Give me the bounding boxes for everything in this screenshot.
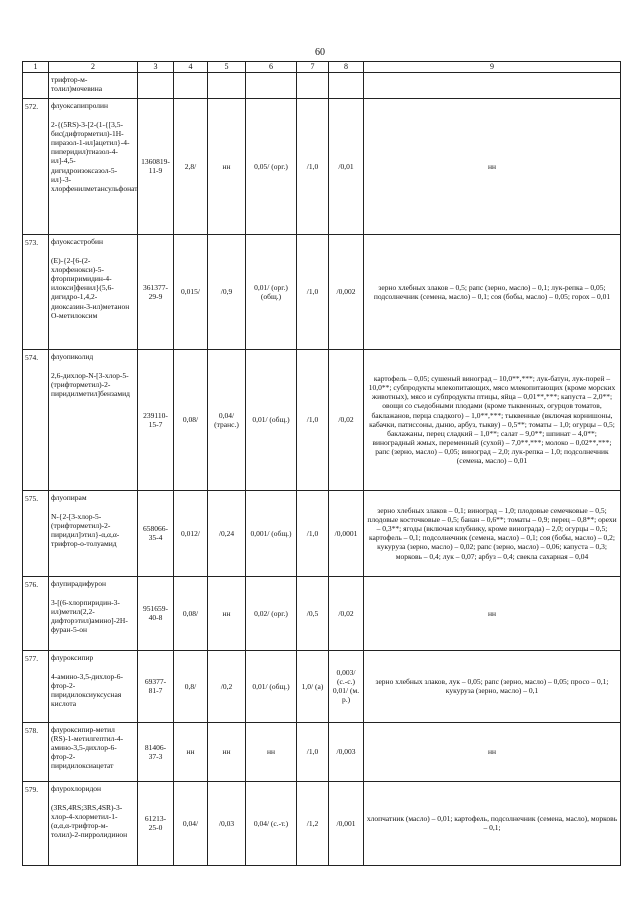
table-row [23,98,621,234]
col8-value: /0,003 [329,722,364,781]
column-header: 3 [138,62,174,73]
column-header: 1 [23,62,49,73]
food-mrl-text: зерно хлебных злаков – 0,5; рапс (зерно, масло) – 0,1; лук-репка – 0,05; подсолнечник (семена, масло) – 0,1; соя (бобы, масло) – 0,05; горох – 0,01 [364,234,621,349]
col6-value: 0,04/ (с.-т.) [246,781,297,865]
row-number: 574. [23,349,49,490]
column-header: 7 [297,62,329,73]
cas-number: 239110-15-7 [138,349,174,490]
row-number: 572. [23,98,49,234]
cas-number: 61213-25-0 [138,781,174,865]
cas-number: 69377-81-7 [138,650,174,722]
col6-value: 0,02/ (орг.) [246,576,297,650]
chemical-name: (RS)-1-метилгептил-4-амино-3,5-дихлор-6-фтор-2-пиридилоксиацетат [51,733,124,771]
table-row [23,650,621,722]
col8-value: /0,001 [329,781,364,865]
substance-cell [49,349,138,490]
col6-value: 0,001/ (общ.) [246,490,297,576]
chemical-name: 3-[(6-хлорпиридин-3-ил)метил(2,2-дифторэтил)амино]-2H-фуран-5-он [51,597,128,635]
col5-value: нн [208,98,246,234]
col8-value: /0,01 [329,98,364,234]
substance-cell [49,576,138,650]
table-row [23,576,621,650]
row-number: 576. [23,576,49,650]
chemical-name: (E)-{2-[6-(2-хлорфенокси)-5-фторпиримидин-4-илокси]фенил}(5,6-дигидро-1,4,2-диоксазин-3-ил)метанон О-метилоксим [51,255,130,320]
table-row [23,722,621,781]
col7-value: /1,0 [297,349,329,490]
col8-value: /0,02 [329,576,364,650]
chemical-name: 2,6-дихлор-N-[3-хлор-5-(трифторметил)-2-пиридилметил]бензамид [51,370,130,399]
col7-value: /0,5 [297,576,329,650]
col5-value: /0,2 [208,650,246,722]
table-row [23,781,621,865]
chemical-name: (3RS,4RS;3RS,4SR)-3-хлор-4-хлорметил-1-(α,α,α-трифтор-м-толил)-2-пирролидинон [51,802,128,840]
col7-value: /1,0 [297,490,329,576]
substance-name: флуоксастробин [51,236,103,246]
row-number: 579. [23,781,49,865]
col5-value: /0,9 [208,234,246,349]
col6-value: нн [246,722,297,781]
col6-value: 0,05/ (орг.) [246,98,297,234]
food-mrl-text: нн [364,576,621,650]
substance-name: флурохлоридон [51,783,102,793]
cas-number: 951659-40-8 [138,576,174,650]
column-header: 9 [364,62,621,73]
chemical-name: 4-амино-3,5-дихлор-6-фтор-2-пиридилоксиуксусная кислота [51,671,124,709]
table-row [23,349,621,490]
col7-value: /1,2 [297,781,329,865]
col4-value: 0,08/ [174,349,208,490]
substance-cell [49,98,138,234]
column-header: 2 [49,62,138,73]
cas-number: 361377-29-9 [138,234,174,349]
continuation-row [23,72,621,98]
column-header: 8 [329,62,364,73]
col6-value: 0,01/ (общ.) [246,650,297,722]
col6-value: 0,01/ (общ.) [246,349,297,490]
col5-value: /0,03 [208,781,246,865]
col4-value: нн [174,722,208,781]
column-header: 5 [208,62,246,73]
col7-value: 1,0/ (а) [297,650,329,722]
chemical-name: N-{2-[3-хлор-5-(трифторметил)-2-пиридил]этил}-α,α,α-трифтор-о-толуамид [51,511,120,549]
table-row [23,490,621,576]
row-number: 575. [23,490,49,576]
substance-cell [49,490,138,576]
col6-value: 0,01/ (орг.) (общ.) [246,234,297,349]
substance-name: флупирадифурон [51,578,107,588]
col4-value: 0,8/ [174,650,208,722]
cas-number: 1360819-11-9 [138,98,174,234]
col4-value: 0,015/ [174,234,208,349]
row-number: 578. [23,722,49,781]
column-header-row [23,62,621,73]
col5-value: /0,24 [208,490,246,576]
col8-value: /0,02 [329,349,364,490]
col7-value: /1,0 [297,98,329,234]
substance-name: флуоксапипролин [51,100,109,110]
substance-cell [49,781,138,865]
col5-value: нн [208,722,246,781]
substance-name: флуроксипир [51,652,94,662]
substance-name: флуопиколид [51,351,94,361]
col8-value: /0,002 [329,234,364,349]
food-mrl-text: нн [364,722,621,781]
col4-value: 0,08/ [174,576,208,650]
continuation-text: трифтор-м-толил)мочевина [49,72,138,98]
chemical-name: 2-{(5RS)-3-[2-(1-{[3,5-бис(дифторметил)-1H-пиразол-1-ил]ацетил}-4-пиперидил)тиазол-4-ил]-4,5-дигидроизоксазол-5-ил}-3-хлорфенилметансульфонат [51,119,138,193]
column-header: 6 [246,62,297,73]
col7-value: /1,0 [297,722,329,781]
table-row [23,234,621,349]
substance-name: флуопирам [51,492,87,502]
col5-value: 0,04/ (транс.) [208,349,246,490]
col4-value: 0,04/ [174,781,208,865]
food-mrl-text: нн [364,98,621,234]
food-mrl-text: картофель – 0,05; сушеный виноград – 10,0**,***; лук-батун, лук-порей – 10,0**; субпродукты млекопитающих, мясо млекопитающих (кроме морских животных), мясо и субпродукты птицы, яйца – 0,01**,***; капуста – 2,0**; овощи со съедобными плодами (кроме тыквенных, огурцов томатов, баклажанов, перца сладкого) – 1,0**,***; тыквенные (включая корнишоны, кабачки, патиссоны, дыню, арбуз, тыкву) – 0,5**; томаты – 1,0; огурцы – 0,5; баклажаны, перец сладкий – 1,0**; салат – 9,0**; шпинат – 4,0**; виноградный жмых, переменный (сухой) – 7,0**,***; молоко – 0,02**,***; рапс (зерно, масло) – 0,05; виноград – 2,0; лук-репка – 1,0; подсолнечник (семена, масло) – 0,01 [364,349,621,490]
food-mrl-text: зерно хлебных злаков, лук – 0,05; рапс (зерно, масло) – 0,05; просо – 0,1; кукуруза (зерно, масло) – 0,1 [364,650,621,722]
col5-value: нн [208,576,246,650]
cas-number: 81406-37-3 [138,722,174,781]
row-number: 573. [23,234,49,349]
residue-limits-table [22,61,621,866]
substance-cell [49,722,138,781]
page-number: 60 [315,47,325,58]
col8-value: /0,0001 [329,490,364,576]
substance-name: флуроксипир-метил [51,724,115,734]
col4-value: 2,8/ [174,98,208,234]
substance-cell [49,650,138,722]
column-header: 4 [174,62,208,73]
col4-value: 0,012/ [174,490,208,576]
row-number: 577. [23,650,49,722]
food-mrl-text: зерно хлебных злаков – 0,1; виноград – 1,0; плодовые семечковые – 0,5; плодовые косточковые – 0,5; банан – 0,6**; томаты – 0,9; перец – 0,8**; орехи – 0,3**; ягоды (включая клубнику, кроме винограда) – 2,0; огурцы – 0,5; картофель – 0,1; подсолнечник (семена, масло) – 0,1; соя (бобы, масло) – 0,2; кукуруза (зерно, масло) – 0,02; рапс (зерно, масло) – 0,06; капуста – 0,3; морковь – 0,4; лук – 0,07; арбуз – 0,4; свекла сахарная – 0,04 [364,490,621,576]
substance-cell [49,234,138,349]
col8-value: 0,003/ (с.-с.) 0,01/ (м. р.) [329,650,364,722]
food-mrl-text: хлопчатник (масло) – 0,01; картофель, подсолнечник (семена, масло), морковь – 0,1; [364,781,621,865]
cas-number: 658066-35-4 [138,490,174,576]
col7-value: /1,0 [297,234,329,349]
